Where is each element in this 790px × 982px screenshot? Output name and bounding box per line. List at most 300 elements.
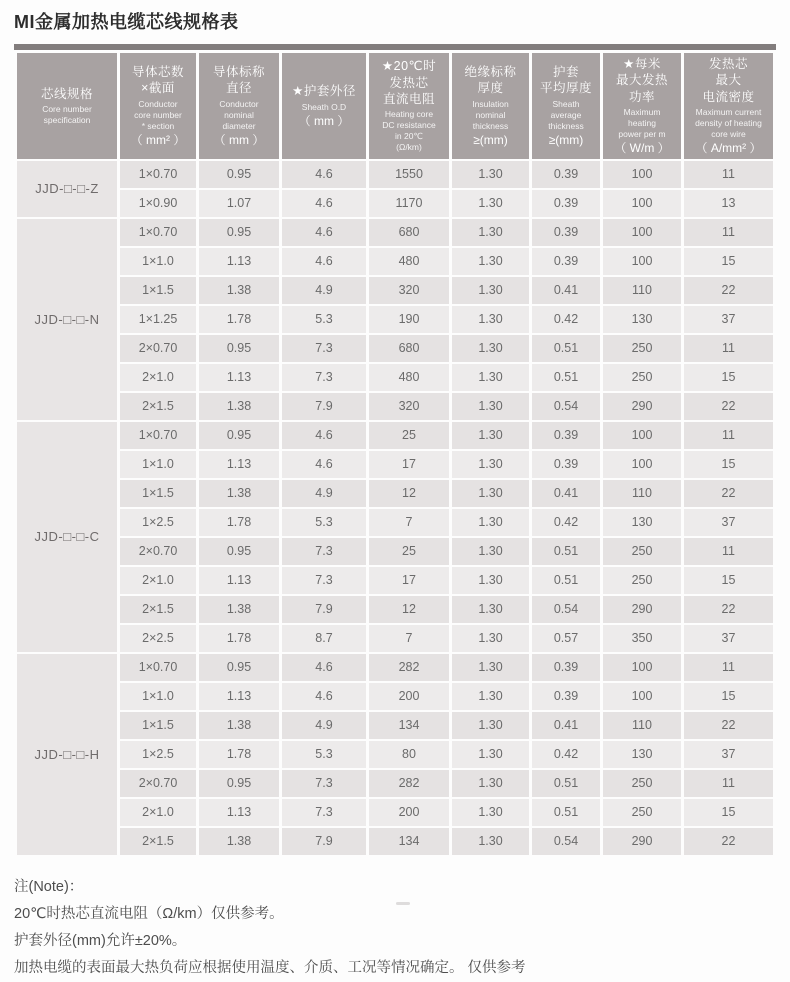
table-cell: 15: [684, 683, 773, 710]
header-en-line: specification: [43, 115, 91, 126]
table-cell: 1.78: [199, 741, 279, 768]
table-cell: 1.07: [199, 190, 279, 217]
table-cell: 5.3: [282, 306, 366, 333]
header-en-line: diameter: [222, 120, 256, 131]
table-cell: 350: [603, 625, 681, 652]
table-cell: 1.30: [452, 741, 529, 768]
table-row: [17, 741, 773, 768]
table-row: [17, 683, 773, 710]
column-header-7: [603, 53, 681, 159]
header-en: [370, 109, 448, 153]
table-cell: 2×2.5: [120, 625, 196, 652]
table-cell: 0.95: [199, 654, 279, 681]
table-cell: 1.30: [452, 190, 529, 217]
table-row: [17, 654, 773, 681]
table-cell: 1.78: [199, 306, 279, 333]
table-cell: 11: [684, 538, 773, 565]
table-cell: 0.54: [532, 828, 600, 855]
table-row: [17, 567, 773, 594]
table-cell: 4.9: [282, 712, 366, 739]
header-en: [685, 107, 772, 140]
header-zh-line: ★20℃时: [381, 59, 437, 74]
header-zh-line: 最大发热: [615, 73, 668, 88]
table-cell: 15: [684, 567, 773, 594]
header-en-line: nominal: [475, 109, 506, 120]
header-en-line: Sheath: [552, 98, 580, 109]
table-cell: 250: [603, 567, 681, 594]
header-zh-line: 芯线规格: [40, 86, 93, 101]
header-en-line: power per m: [618, 128, 666, 139]
header-en-line: DC resistance: [382, 120, 436, 131]
note-line: 护套外径(mm)允许±20%。: [14, 932, 187, 949]
table-cell: 4.6: [282, 161, 366, 188]
table-cell: 1×0.70: [120, 422, 196, 449]
table-cell: 4.6: [282, 219, 366, 246]
header-en-line: (Ω/km): [396, 142, 422, 153]
header-en-line: Maximum: [623, 106, 661, 117]
table-cell: 1.30: [452, 161, 529, 188]
table-cell: 1.30: [452, 451, 529, 478]
table-cell: 1.13: [199, 567, 279, 594]
table-cell: 0.39: [532, 190, 600, 217]
header-en: [200, 99, 278, 132]
header-en-line: thickness: [548, 120, 584, 131]
header-zh: [18, 86, 116, 102]
table-row: [17, 625, 773, 652]
table-cell: 4.6: [282, 422, 366, 449]
header-unit-line: （ A/mm² ）: [695, 140, 762, 155]
table-cell: 130: [603, 741, 681, 768]
header-zh-line: ★每米: [623, 57, 661, 71]
column-header-5: [452, 53, 529, 159]
table-row: [17, 770, 773, 797]
header-zh-line: 绝缘标称: [464, 65, 517, 80]
table-cell: 0.95: [199, 161, 279, 188]
table-cell: 250: [603, 335, 681, 362]
table-cell: 320: [369, 393, 449, 420]
table-cell: 7.3: [282, 538, 366, 565]
table-cell: 7.9: [282, 596, 366, 623]
table-cell: 100: [603, 683, 681, 710]
header-unit-line: （ mm² ）: [130, 132, 186, 147]
header-en-line: core number: [134, 109, 182, 120]
table-cell: 1170: [369, 190, 449, 217]
table-cell: 1.13: [199, 683, 279, 710]
header-unit: [121, 133, 195, 148]
table-row: [17, 190, 773, 217]
table-cell: 200: [369, 683, 449, 710]
table-cell: 4.6: [282, 190, 366, 217]
table-cell: 4.6: [282, 451, 366, 478]
table-cell: 15: [684, 248, 773, 275]
table-cell: 22: [684, 277, 773, 304]
header-zh: [685, 56, 772, 105]
table-cell: 1.30: [452, 480, 529, 507]
table-cell: 11: [684, 770, 773, 797]
header-unit: [604, 141, 680, 156]
header-en-line: Core number: [42, 104, 92, 115]
table-cell: 0.51: [532, 770, 600, 797]
table-cell: 100: [603, 654, 681, 681]
table-cell: 0.42: [532, 509, 600, 536]
table-cell: 1.30: [452, 335, 529, 362]
table-cell: 250: [603, 538, 681, 565]
table-cell: 22: [684, 480, 773, 507]
table-row: [17, 538, 773, 565]
header-en-line: in 20℃: [395, 131, 423, 142]
table-cell: 1.13: [199, 799, 279, 826]
group-label-cell: JJD-□-□-C: [17, 422, 117, 652]
header-zh-line: 发热芯: [389, 75, 429, 90]
header-zh: [533, 64, 599, 97]
table-body: [17, 161, 773, 855]
table-cell: 7.3: [282, 770, 366, 797]
note-heading: 注(Note)：: [14, 878, 84, 895]
header-en-line: Insulation: [472, 98, 509, 109]
table-cell: 11: [684, 654, 773, 681]
header-en-line: core wire: [711, 128, 746, 139]
table-cell: 100: [603, 219, 681, 246]
table-cell: 1.30: [452, 770, 529, 797]
table-cell: 1×1.25: [120, 306, 196, 333]
header-zh: [121, 64, 195, 97]
header-en: [533, 99, 599, 132]
group-label-cell: JJD-□-□-Z: [17, 161, 117, 217]
table-cell: 1.78: [199, 625, 279, 652]
table-cell: 320: [369, 277, 449, 304]
header-en-line: density of heating: [695, 117, 762, 128]
table-cell: 290: [603, 596, 681, 623]
table-cell: 37: [684, 625, 773, 652]
table-cell: 22: [684, 712, 773, 739]
table-cell: 1×0.70: [120, 654, 196, 681]
table-cell: 1.30: [452, 393, 529, 420]
table-cell: 15: [684, 364, 773, 391]
table-cell: 37: [684, 509, 773, 536]
column-header-8: [684, 53, 773, 159]
table-cell: 0.39: [532, 161, 600, 188]
header-unit-line: （ mm ）: [298, 113, 350, 128]
table-row: [17, 799, 773, 826]
table-cell: 0.39: [532, 683, 600, 710]
table-row: [17, 277, 773, 304]
table-cell: 7.3: [282, 567, 366, 594]
table-row: [17, 364, 773, 391]
table-cell: 0.39: [532, 248, 600, 275]
table-cell: 1.78: [199, 509, 279, 536]
header-zh-line: 最大: [715, 73, 742, 88]
header-zh-line: 电流密度: [702, 89, 755, 104]
table-row: [17, 306, 773, 333]
header-en-line: average: [550, 109, 582, 120]
header-zh: [370, 58, 448, 107]
table-cell: 0.39: [532, 422, 600, 449]
table-cell: 0.51: [532, 799, 600, 826]
table-cell: 0.41: [532, 712, 600, 739]
table-cell: 1.38: [199, 712, 279, 739]
table-cell: 11: [684, 335, 773, 362]
table-cell: 7.9: [282, 828, 366, 855]
table-cell: 1×1.5: [120, 277, 196, 304]
table-cell: 2×1.5: [120, 828, 196, 855]
table-cell: 12: [369, 480, 449, 507]
table-cell: 1.30: [452, 306, 529, 333]
faint-artifact: [396, 902, 410, 905]
header-zh-line: 护套: [552, 65, 579, 80]
table-row: [17, 219, 773, 246]
table-cell: 100: [603, 190, 681, 217]
header-row: [17, 53, 773, 159]
table-cell: 1.30: [452, 567, 529, 594]
table-cell: 2×0.70: [120, 538, 196, 565]
table-cell: 2×0.70: [120, 335, 196, 362]
table-header: [17, 53, 773, 159]
table-cell: 1.38: [199, 596, 279, 623]
table-cell: 0.39: [532, 219, 600, 246]
header-zh: [200, 64, 278, 97]
table-cell: 0.51: [532, 567, 600, 594]
table-row: [17, 712, 773, 739]
header-unit-line: （ W/m ）: [614, 140, 670, 155]
table-cell: 130: [603, 306, 681, 333]
table-cell: 282: [369, 654, 449, 681]
table-cell: 1.30: [452, 277, 529, 304]
table-cell: 0.95: [199, 538, 279, 565]
header-zh-line: 功率: [628, 89, 655, 104]
header-en: [283, 102, 365, 113]
table-cell: 1.38: [199, 393, 279, 420]
header-zh: [453, 64, 528, 97]
table-cell: 4.9: [282, 480, 366, 507]
table-cell: 4.6: [282, 248, 366, 275]
header-en: [453, 99, 528, 132]
table-cell: 37: [684, 741, 773, 768]
table-cell: 0.39: [532, 451, 600, 478]
table-row: [17, 596, 773, 623]
table-cell: 1550: [369, 161, 449, 188]
table-cell: 1.30: [452, 219, 529, 246]
table-cell: 200: [369, 799, 449, 826]
header-en-line: Sheath O.D: [301, 101, 347, 112]
table-cell: 134: [369, 712, 449, 739]
table-cell: 1.30: [452, 828, 529, 855]
table-cell: 290: [603, 393, 681, 420]
table-cell: 4.6: [282, 654, 366, 681]
table-cell: 2×1.0: [120, 364, 196, 391]
table-cell: 2×0.70: [120, 770, 196, 797]
table-cell: 130: [603, 509, 681, 536]
page-title: MI金属加热电缆芯线规格表: [14, 12, 239, 32]
table-cell: 5.3: [282, 741, 366, 768]
table-cell: 1.30: [452, 422, 529, 449]
table-cell: 2×1.5: [120, 393, 196, 420]
table-cell: 2×1.0: [120, 567, 196, 594]
header-zh: [604, 56, 680, 105]
table-cell: 0.51: [532, 538, 600, 565]
table-cell: 480: [369, 364, 449, 391]
table-cell: 0.42: [532, 741, 600, 768]
table-cell: 1×1.0: [120, 683, 196, 710]
table-row: [17, 248, 773, 275]
table-cell: 190: [369, 306, 449, 333]
table-row: [17, 393, 773, 420]
table-cell: 0.41: [532, 277, 600, 304]
table-cell: 680: [369, 219, 449, 246]
table-cell: 1×1.5: [120, 712, 196, 739]
table-cell: 0.54: [532, 596, 600, 623]
header-unit-line: ≥(mm): [473, 132, 508, 147]
header-unit-line: （ mm ）: [213, 132, 265, 147]
header-unit-line: ≥(mm): [548, 132, 584, 147]
table-cell: 17: [369, 451, 449, 478]
table-cell: 1.13: [199, 364, 279, 391]
table-cell: 1.38: [199, 480, 279, 507]
table-cell: 4.9: [282, 277, 366, 304]
table-cell: 22: [684, 828, 773, 855]
header-unit: [283, 114, 365, 129]
table-cell: 110: [603, 712, 681, 739]
table-cell: 1.30: [452, 712, 529, 739]
table-row: [17, 480, 773, 507]
table-cell: 1.30: [452, 248, 529, 275]
header-en-line: Conductor: [219, 98, 259, 109]
header-en-line: nominal: [224, 109, 254, 120]
header-zh-line: 厚度: [477, 81, 504, 96]
table-cell: 290: [603, 828, 681, 855]
header-zh-line: 平均厚度: [539, 81, 592, 96]
header-zh-line: ×截面: [141, 81, 175, 96]
table-cell: 100: [603, 248, 681, 275]
table-cell: 15: [684, 799, 773, 826]
note-line: 20℃时热芯直流电阻（Ω/km）仅供参考。: [14, 905, 284, 922]
table-cell: 0.54: [532, 393, 600, 420]
table-cell: 1.30: [452, 683, 529, 710]
table-cell: 7: [369, 625, 449, 652]
table-cell: 12: [369, 596, 449, 623]
table-cell: 1.38: [199, 828, 279, 855]
spec-table: [14, 51, 776, 857]
table-cell: 22: [684, 393, 773, 420]
table-cell: 1.30: [452, 538, 529, 565]
column-header-3: [282, 53, 366, 159]
table-cell: 17: [369, 567, 449, 594]
header-zh-line: 导体标称: [212, 65, 265, 80]
table-cell: 100: [603, 161, 681, 188]
table-cell: 250: [603, 364, 681, 391]
table-cell: 37: [684, 306, 773, 333]
table-row: [17, 335, 773, 362]
column-header-1: [120, 53, 196, 159]
table-cell: 1.30: [452, 625, 529, 652]
header-en-line: Heating core: [384, 109, 434, 120]
table-cell: 1.13: [199, 451, 279, 478]
table-row: [17, 509, 773, 536]
table-cell: 1.30: [452, 509, 529, 536]
table-cell: 1.30: [452, 364, 529, 391]
spec-table-section: [14, 44, 776, 857]
table-cell: 680: [369, 335, 449, 362]
column-header-6: [532, 53, 600, 159]
table-cell: 0.51: [532, 335, 600, 362]
table-cell: 110: [603, 277, 681, 304]
note-line: 加热电缆的表面最大热负荷应根据使用温度、介质、工况等情况确定。 仅供参考: [14, 959, 526, 976]
table-cell: 1×1.0: [120, 451, 196, 478]
table-cell: 1.13: [199, 248, 279, 275]
header-en-line: * section: [141, 120, 175, 131]
table-top-bar: [14, 44, 776, 50]
table-cell: 0.57: [532, 625, 600, 652]
table-cell: 480: [369, 248, 449, 275]
table-cell: 22: [684, 596, 773, 623]
table-cell: 7: [369, 509, 449, 536]
table-cell: 1×0.70: [120, 161, 196, 188]
table-row: [17, 451, 773, 478]
table-cell: 0.51: [532, 364, 600, 391]
table-cell: 0.95: [199, 335, 279, 362]
group-label-cell: JJD-□-□-H: [17, 654, 117, 855]
table-cell: 5.3: [282, 509, 366, 536]
table-cell: 0.41: [532, 480, 600, 507]
header-en: [121, 99, 195, 132]
table-cell: 8.7: [282, 625, 366, 652]
header-zh-line: 直流电阻: [382, 91, 435, 106]
header-en-line: heating: [628, 117, 656, 128]
table-cell: 1×1.0: [120, 248, 196, 275]
header-unit: [685, 141, 772, 156]
table-cell: 100: [603, 451, 681, 478]
table-cell: 282: [369, 770, 449, 797]
table-cell: 11: [684, 161, 773, 188]
column-header-2: [199, 53, 279, 159]
table-cell: 0.95: [199, 219, 279, 246]
header-en-line: Maximum current: [695, 106, 762, 117]
table-cell: 0.95: [199, 770, 279, 797]
group-label-cell: JJD-□-□-N: [17, 219, 117, 420]
header-unit: [453, 133, 528, 148]
table-cell: 7.3: [282, 799, 366, 826]
header-unit: [200, 133, 278, 148]
table-row: [17, 422, 773, 449]
header-zh-line: 导体芯数: [131, 65, 184, 80]
table-cell: 1.30: [452, 596, 529, 623]
table-cell: 7.9: [282, 393, 366, 420]
table-cell: 1×0.90: [120, 190, 196, 217]
table-cell: 1.38: [199, 277, 279, 304]
table-cell: 1×0.70: [120, 219, 196, 246]
table-cell: 25: [369, 538, 449, 565]
table-cell: 1.30: [452, 799, 529, 826]
table-cell: 100: [603, 422, 681, 449]
header-unit: [533, 133, 599, 148]
table-cell: 250: [603, 770, 681, 797]
table-cell: 1.30: [452, 654, 529, 681]
table-cell: 2×1.5: [120, 596, 196, 623]
table-cell: 7.3: [282, 335, 366, 362]
notes-section: [14, 874, 776, 982]
table-cell: 2×1.0: [120, 799, 196, 826]
column-header-4: [369, 53, 449, 159]
table-cell: 13: [684, 190, 773, 217]
table-cell: 11: [684, 422, 773, 449]
header-zh: [283, 83, 365, 99]
table-cell: 110: [603, 480, 681, 507]
table-row: [17, 828, 773, 855]
table-cell: 0.42: [532, 306, 600, 333]
table-cell: 1×2.5: [120, 509, 196, 536]
header-en-line: thickness: [472, 120, 509, 131]
header-en: [604, 107, 680, 140]
header-en: [18, 104, 116, 126]
